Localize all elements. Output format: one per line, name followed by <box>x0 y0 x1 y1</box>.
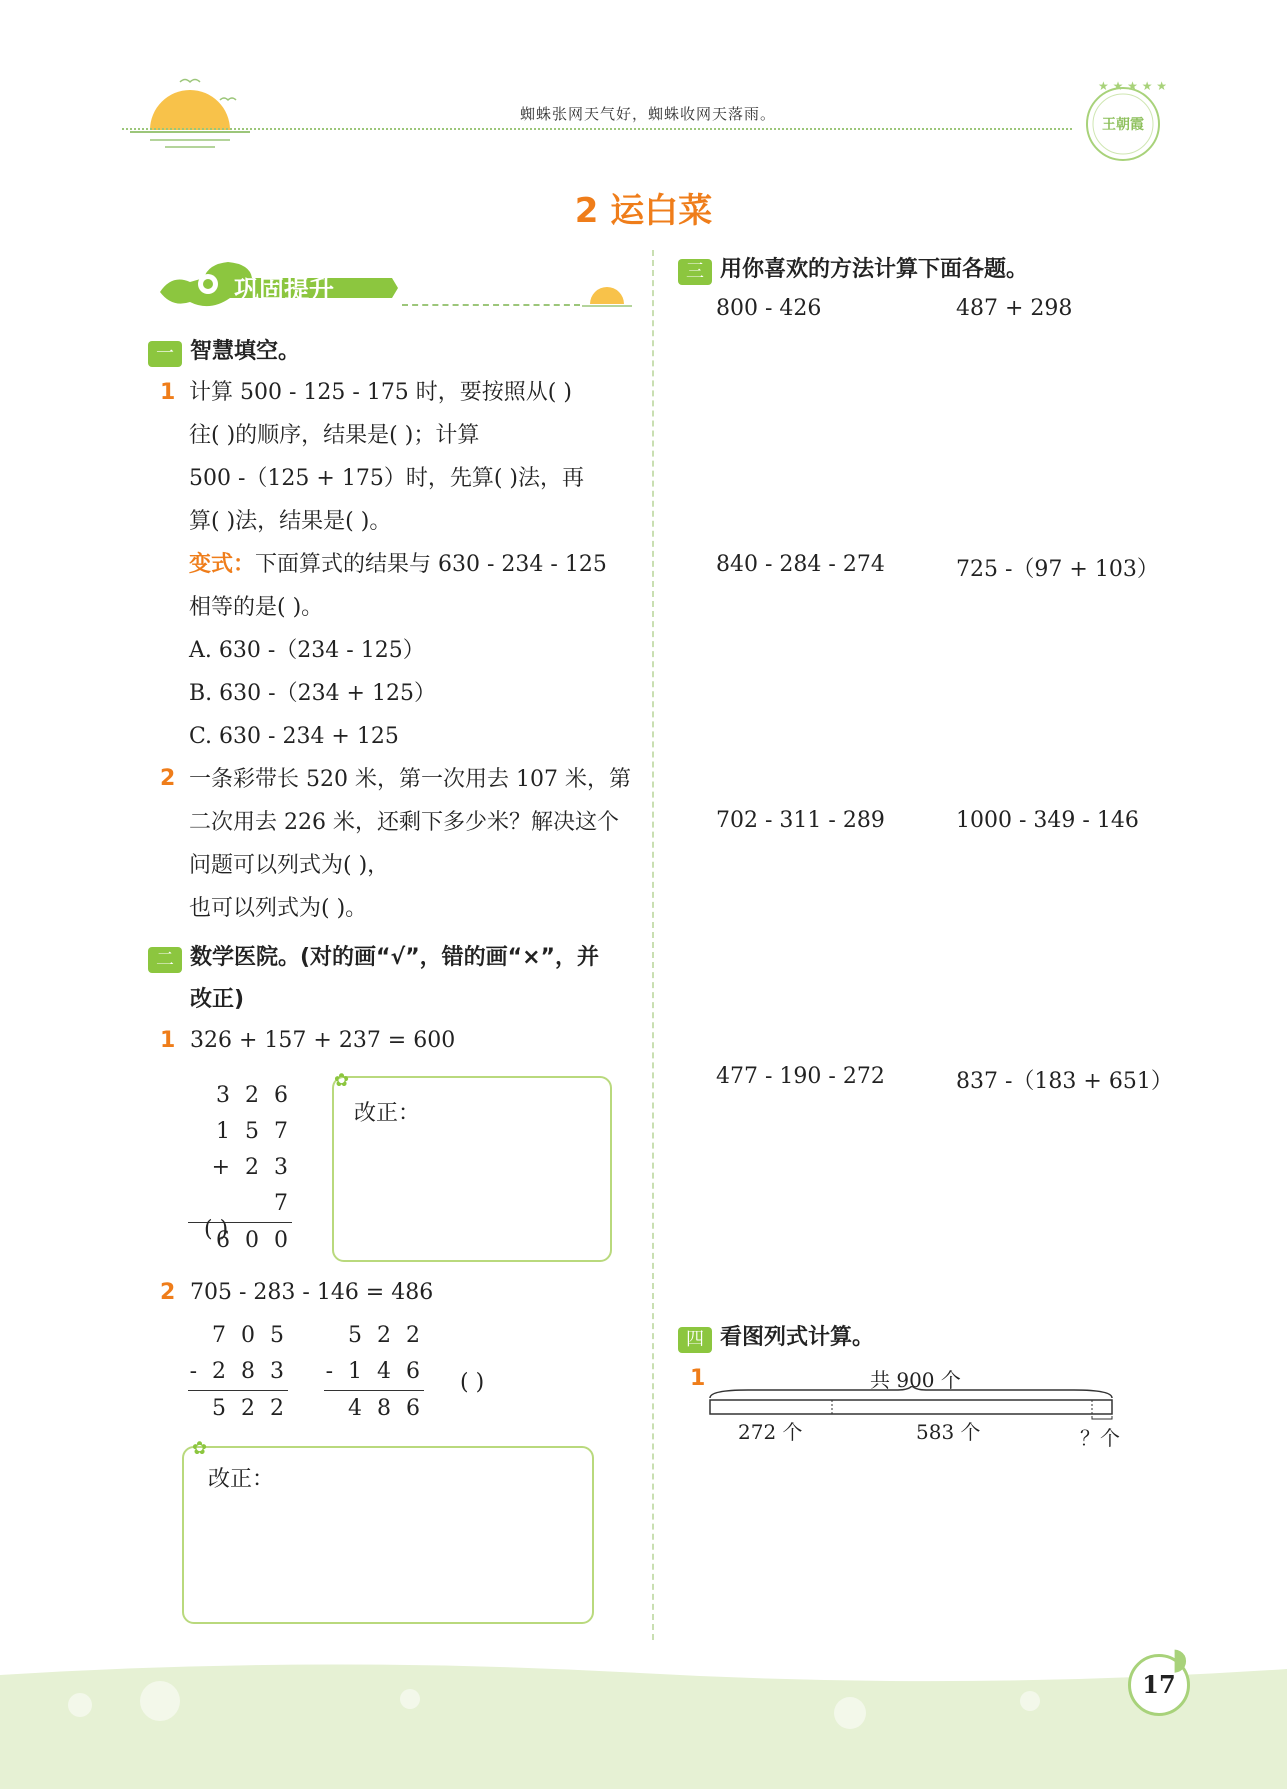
option-b: B. 630 -（234 + 125） <box>189 681 436 706</box>
s2-q2-equation: 705 - 283 - 146 = 486 <box>190 1280 434 1305</box>
calc-problem: 477 - 190 - 272 <box>716 1064 885 1089</box>
q2-line: 也可以列式为( )。 <box>189 896 368 921</box>
s2-q1-judge: ( ) <box>204 1217 229 1242</box>
calc-problem: 800 - 426 <box>716 296 822 321</box>
vcalc-row: - 1 4 6 <box>324 1354 424 1391</box>
vcalc-row: 5 2 2 <box>348 1323 424 1348</box>
section2-title-line2: 改正) <box>190 987 245 1012</box>
section4-badge: 四 <box>678 1327 712 1353</box>
calc-problem: 1000 - 349 - 146 <box>956 808 1139 833</box>
section1-heading <box>148 334 300 367</box>
banner-dashed-line <box>402 304 580 306</box>
dolphin-icon: ◗ <box>1172 1642 1188 1677</box>
s2-q2-correction-label: 改正： <box>208 1467 275 1492</box>
s2-q2-vertical-calc-b <box>324 1318 424 1427</box>
vcalc-result: 5 2 2 <box>212 1396 288 1421</box>
calc-problem: 487 + 298 <box>956 296 1073 321</box>
variant-label: 变式： <box>189 552 256 577</box>
q1-line: 往( )的顺序，结果是( )；计算 <box>189 423 480 448</box>
s4-q1-number: 1 <box>690 1366 706 1391</box>
s2-q1-equation: 326 + 157 + 237 = 600 <box>190 1028 456 1053</box>
q2-line: 二次用去 226 米，还剩下多少米？解决这个 <box>189 810 619 835</box>
section3-title: 用你喜欢的方法计算下面各题。 <box>720 257 1029 282</box>
q2-number: 2 <box>160 766 176 791</box>
segment-label: 272 个 <box>738 1420 803 1444</box>
segment-label-unknown: ？个 <box>1080 1426 1120 1450</box>
q1-line: 500 -（125 + 175）时，先算( )法，再 <box>189 466 584 491</box>
q2-text <box>189 758 631 930</box>
s2-q1-correction-label: 改正： <box>354 1101 421 1126</box>
q1-number: 1 <box>160 380 176 405</box>
section2-title-line1: 数学医院。(对的画“√”，错的画“×”，并 <box>190 945 599 970</box>
vcalc-row: + 2 3 7 <box>188 1150 292 1223</box>
segment-total-label: 共 900 个 <box>870 1368 961 1392</box>
star-icon: ✿ <box>192 1438 208 1459</box>
q2-line: 问题可以列式为( )， <box>189 853 390 878</box>
section1-badge: 一 <box>148 341 182 367</box>
vcalc-row: - 2 8 3 <box>188 1354 288 1391</box>
q1-line: 计算 500 - 125 - 175 时，要按照从( ) <box>189 380 572 405</box>
section1-title: 智慧填空。 <box>190 339 301 364</box>
q2-line: 一条彩带长 520 米，第一次用去 107 米，第 <box>189 767 631 792</box>
publisher-logo <box>1080 78 1166 164</box>
logo-text: 王朝霞 <box>1102 117 1144 133</box>
header-proverb: 蜘蛛张网天气好，蜘蛛收网天落雨。 <box>520 105 777 123</box>
calc-problem: 840 - 284 - 274 <box>716 552 885 577</box>
section3-heading <box>678 252 1028 285</box>
segment-diagram <box>708 1386 1118 1420</box>
segment-label: 583 个 <box>916 1420 981 1444</box>
calc-problem: 725 -（97 + 103） <box>956 557 1159 582</box>
vcalc-row: 3 2 6 <box>216 1083 292 1108</box>
vcalc-row: 7 0 5 <box>212 1323 288 1348</box>
q1-line: 算( )法，结果是( )。 <box>189 509 392 534</box>
calc-problem: 837 -（183 + 651） <box>956 1069 1173 1094</box>
header-divider <box>122 128 1072 130</box>
vcalc-result: 6 0 0 <box>216 1228 292 1253</box>
footer-decoration <box>0 1655 1287 1789</box>
s2-q2-vertical-calc-a <box>188 1318 288 1427</box>
variant-line: 相等的是( )。 <box>189 595 324 620</box>
variant-line: 下面算式的结果与 630 - 234 - 125 <box>255 552 607 577</box>
section3-badge: 三 <box>678 259 712 285</box>
section4-title: 看图列式计算。 <box>720 1325 875 1350</box>
option-a: A. 630 -（234 - 125） <box>189 638 425 663</box>
section2-heading <box>148 940 599 973</box>
s2-q2-judge: ( ) <box>460 1370 485 1395</box>
vcalc-row: 1 5 7 <box>216 1119 292 1144</box>
banner-label: 巩固提升 <box>234 275 335 304</box>
star-icon: ✿ <box>334 1070 350 1091</box>
q1-text <box>189 371 607 758</box>
q1-variant <box>189 543 607 586</box>
svg-text:★ ★ ★ ★ ★: ★ ★ ★ ★ ★ <box>1098 79 1166 93</box>
page-number: 17 <box>1128 1654 1190 1716</box>
option-c: C. 630 - 234 + 125 <box>189 724 399 749</box>
column-divider <box>652 250 654 1640</box>
calc-problem: 702 - 311 - 289 <box>716 808 885 833</box>
s2-q1-number: 1 <box>160 1028 176 1053</box>
s2-q2-number: 2 <box>160 1280 176 1305</box>
sunset-icon <box>120 70 260 150</box>
section2-badge: 二 <box>148 947 182 973</box>
vcalc-result: 4 8 6 <box>348 1396 424 1421</box>
section4-heading <box>678 1320 874 1353</box>
small-sun-icon <box>582 282 632 312</box>
page-title: 2 运白菜 <box>574 191 713 231</box>
